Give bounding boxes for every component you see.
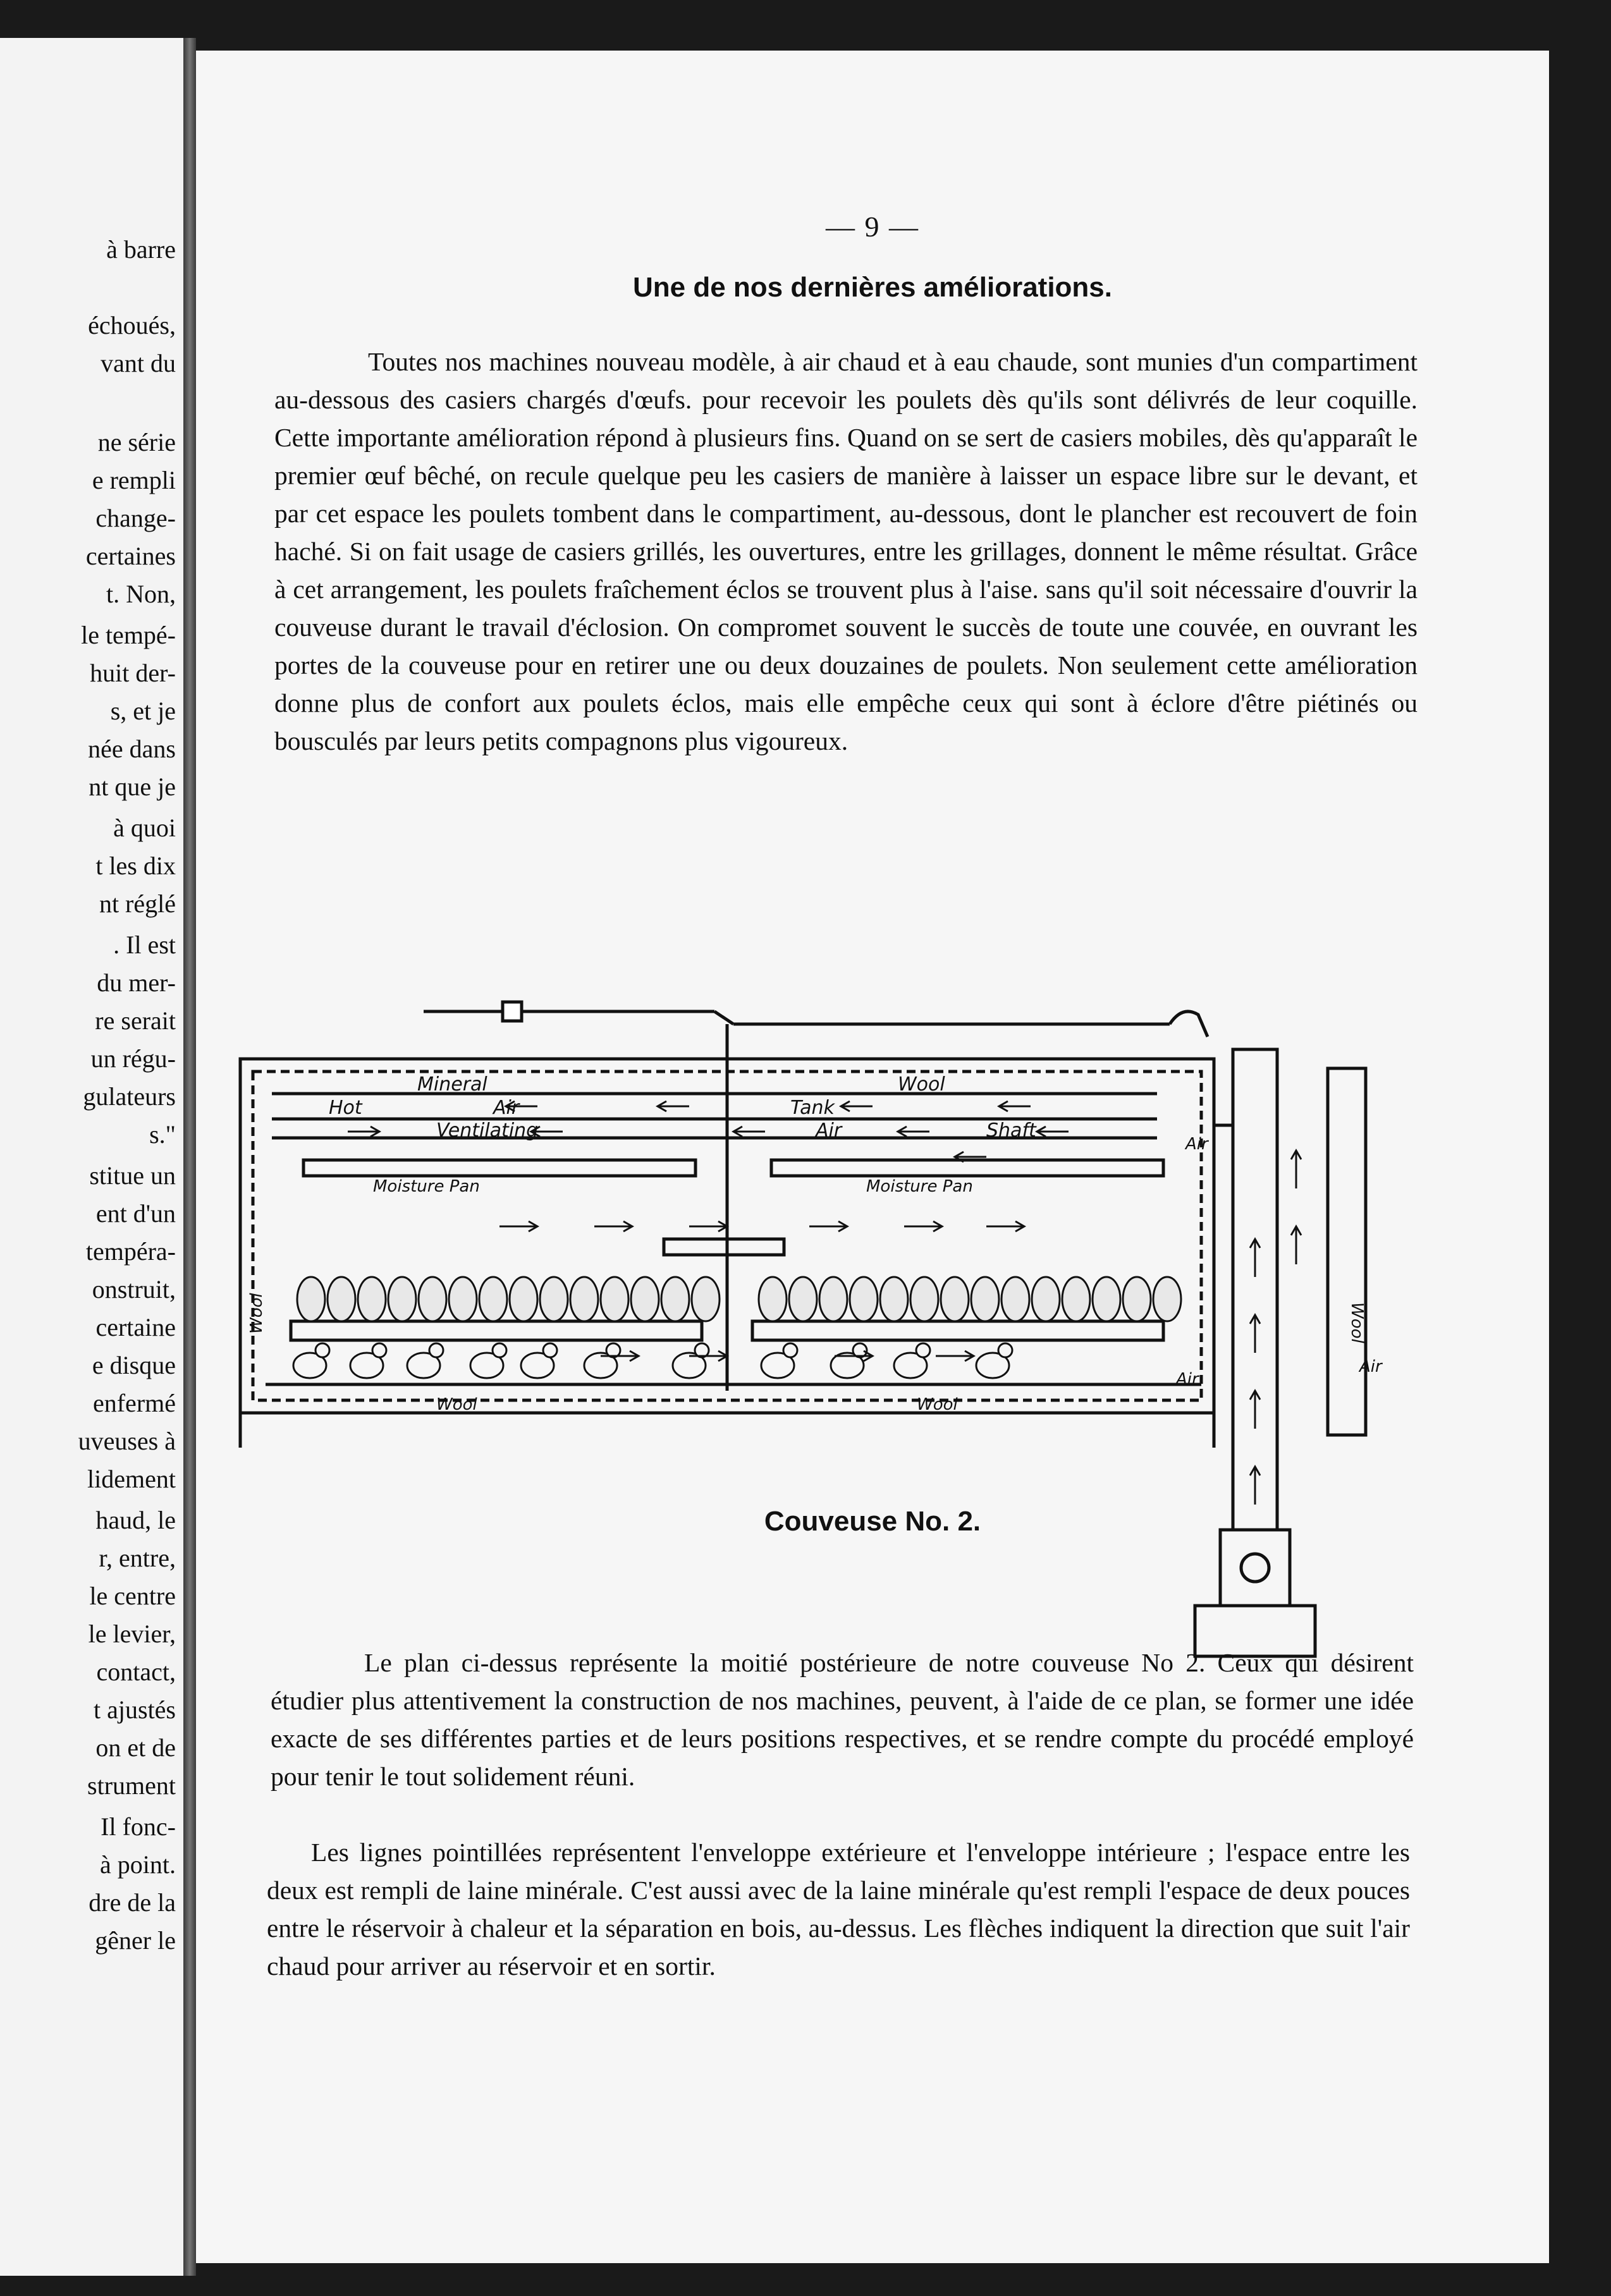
egg	[419, 1277, 446, 1321]
label-moisture-pan-left: Moisture Pan	[373, 1177, 480, 1196]
egg	[328, 1277, 355, 1321]
air-arrow	[999, 1101, 1031, 1111]
air-arrow	[1291, 1226, 1301, 1264]
facing-page-line: ne série	[97, 428, 176, 456]
air-arrow	[689, 1221, 727, 1231]
facing-page-line: un régu-	[90, 1044, 176, 1073]
facing-page-line: uveuses à	[78, 1427, 176, 1455]
egg	[1153, 1277, 1181, 1321]
regulator-box	[503, 1002, 522, 1021]
egg	[692, 1277, 720, 1321]
chick	[543, 1343, 557, 1357]
egg	[540, 1277, 568, 1321]
facing-page-line: ent d'un	[95, 1199, 176, 1228]
facing-page-line: tempéra-	[85, 1237, 176, 1266]
facing-page-line: gulateurs	[83, 1082, 176, 1111]
page-number: — 9 —	[826, 211, 919, 243]
chick	[315, 1343, 329, 1357]
facing-page-line: onstruit,	[92, 1275, 176, 1304]
egg	[510, 1277, 537, 1321]
air-arrow	[1250, 1391, 1260, 1429]
label-wool-bottom-right: Wool	[917, 1395, 958, 1414]
chick	[372, 1343, 386, 1357]
facing-page-line: du mer-	[97, 968, 176, 997]
facing-page-line: t les dix	[95, 852, 176, 880]
egg	[661, 1277, 689, 1321]
facing-page-line: . Il est	[113, 931, 176, 959]
egg	[570, 1277, 598, 1321]
facing-page-line: e rempli	[92, 466, 176, 494]
facing-page-line: certaine	[95, 1313, 176, 1341]
egg	[449, 1277, 477, 1321]
facing-page-line: stitue un	[89, 1161, 176, 1190]
label-wool-left-side: Wool	[247, 1293, 266, 1334]
facing-page-line: à point.	[100, 1850, 176, 1879]
egg	[1062, 1277, 1090, 1321]
egg	[789, 1277, 817, 1321]
section-heading: Une de nos dernières améliorations.	[632, 272, 1112, 303]
label-wool-bottom-left: Wool	[436, 1395, 477, 1414]
egg	[1123, 1277, 1151, 1321]
facing-page-line: t. Non,	[106, 580, 176, 608]
egg	[297, 1277, 325, 1321]
paragraph-plan: Le plan ci-dessus représente la moitié postérieure de notre couveuse No 2. Ceux qui désirent étudier plus attentivement la construction de nos machines, peuvent, à l'aide de ce plan, se former une idée exacte de ses différentes parties et de leurs positions respectives, et se rendre compte du procédé employé pour tenir le tout solidement réuni.	[271, 1648, 1414, 1791]
egg	[819, 1277, 847, 1321]
air-arrow	[841, 1101, 873, 1111]
chick	[493, 1343, 506, 1357]
egg	[941, 1277, 969, 1321]
facing-page-line: nt que je	[89, 772, 176, 801]
facing-page-line: échoués,	[88, 311, 176, 339]
egg	[759, 1277, 787, 1321]
facing-page-line: s."	[149, 1120, 176, 1149]
facing-page-line: enfermé	[92, 1389, 176, 1417]
egg	[971, 1277, 999, 1321]
egg	[358, 1277, 386, 1321]
air-arrow	[1250, 1315, 1260, 1353]
label-air-bottom: Air	[1176, 1370, 1199, 1389]
air-arrow	[733, 1127, 765, 1137]
heater-shaft	[1233, 1049, 1277, 1530]
facing-page-line: contact,	[96, 1658, 176, 1686]
chick	[998, 1343, 1012, 1357]
air-arrow	[904, 1221, 942, 1231]
facing-page-line: certaines	[85, 542, 176, 570]
label-air-2: Air	[816, 1120, 842, 1142]
air-arrow	[1250, 1467, 1260, 1505]
label-hot: Hot	[329, 1097, 362, 1119]
air-arrow	[499, 1221, 537, 1231]
label-air-right: Air	[1185, 1135, 1208, 1154]
facing-page-line: le tempé-	[81, 621, 176, 649]
air-arrow	[986, 1221, 1024, 1231]
air-arrow	[1250, 1239, 1260, 1277]
egg	[1093, 1277, 1120, 1321]
facing-page-line: s, et je	[110, 697, 176, 725]
paragraph-lines: Les lignes pointillées représentent l'enveloppe extérieure et l'enveloppe intérieure ; l'espace entre les deux est rempli de laine minérale. C'est aussi avec de la laine minérale qu'est rempli l'espace de deux pouces entre le réservoir à chaleur et la séparation en bois, au-dessus. Les flèches indiquent la direction que suit l'air chaud pour arriver au réservoir et en sortir.	[267, 1838, 1410, 1981]
label-air-outer: Air	[1359, 1357, 1382, 1376]
facing-page-line: à quoi	[113, 814, 176, 842]
egg	[388, 1277, 416, 1321]
facing-page-line: re serait	[95, 1006, 176, 1035]
facing-page-line: r, entre,	[99, 1544, 176, 1572]
air-arrow	[658, 1101, 689, 1111]
egg	[880, 1277, 908, 1321]
air-arrow	[348, 1127, 379, 1137]
page-gutter	[183, 38, 196, 2276]
facing-page-line: à barre	[106, 235, 176, 264]
air-arrow	[1037, 1127, 1069, 1137]
chick	[429, 1343, 443, 1357]
air-arrow	[1291, 1151, 1301, 1188]
facing-page-line: le levier,	[88, 1620, 176, 1648]
label-moisture-pan-right: Moisture Pan	[866, 1177, 973, 1196]
label-wool-right-side: Wool	[1347, 1302, 1366, 1343]
facing-page-line: t ajustés	[94, 1695, 176, 1724]
figure-caption: Couveuse No. 2.	[764, 1506, 981, 1537]
facing-page-line: le centre	[89, 1582, 176, 1610]
facing-page-line: strument	[87, 1771, 176, 1800]
page	[196, 51, 1549, 2263]
air-arrow	[809, 1221, 847, 1231]
facing-page-line: gêner le	[95, 1926, 176, 1955]
facing-page-line: Il fonc-	[101, 1812, 176, 1841]
air-arrow	[936, 1351, 974, 1361]
egg	[1032, 1277, 1060, 1321]
egg	[601, 1277, 628, 1321]
label-shaft: Shaft	[986, 1120, 1036, 1142]
facing-page-line: lidement	[87, 1465, 176, 1493]
facing-page-line: haud, le	[95, 1506, 176, 1534]
paragraph-intro: Toutes nos machines nouveau modèle, à air chaud et à eau chaude, sont munies d'un compartiment au-dessous des casiers chargés d'œufs. pour recevoir les poulets dès qu'ils sont délivrés de leur coquille. Cette importante amélioration répond à plusieurs fins. Quand on se sert de casiers mobiles, dès qu'apparaît le premier œuf bêché, on recule quelque peu les casiers de manière à laisser un espace libre sur le devant, et par cet espace les poulets tombent dans le compartiment, au-dessous, dont le plancher est recouvert de foin haché. Si on fait usage de casiers grillés, les ouvertures, entre les grillages, donnent le même résultat. Grâce à cet arrangement, les poulets fraîchement éclos se trouvent plus à l'aise. sans qu'il soit nécessaire d'ouvrir la couveuse durant le travail d'éclosion. On compromet souvent le succès de toute une couvée, en ouvrant les portes de la couveuse pour en retirer une ou deux douzaines de poulets. Non seulement cette amélioration donne plus de confort aux poulets éclos, mais elle empêche ceux qui sont à éclore d'être piétinés ou bousculés par leurs petits compagnons plus vigoureux.	[274, 347, 1418, 755]
facing-page-line: vant du	[101, 349, 176, 377]
air-arrow	[594, 1221, 632, 1231]
facing-page-line: huit der-	[90, 659, 176, 687]
label-air-1: Air	[493, 1097, 520, 1119]
facing-page-line: dre de la	[89, 1888, 176, 1917]
label-tank: Tank	[790, 1097, 835, 1119]
facing-page-line: e disque	[92, 1351, 176, 1379]
egg	[850, 1277, 878, 1321]
facing-page-line: née dans	[88, 735, 176, 763]
egg	[479, 1277, 507, 1321]
label-ventilating: Ventilating	[436, 1120, 539, 1142]
chick	[783, 1343, 797, 1357]
facing-page-line: on et de	[95, 1733, 176, 1762]
egg	[631, 1277, 659, 1321]
incubator-diagram	[209, 948, 1536, 1694]
label-mineral: Mineral	[417, 1073, 487, 1096]
air-arrow	[898, 1127, 929, 1137]
egg	[1002, 1277, 1029, 1321]
chick	[916, 1343, 930, 1357]
facing-page-line: change-	[95, 504, 176, 532]
facing-page-line: nt réglé	[99, 889, 176, 918]
egg	[910, 1277, 938, 1321]
facing-page-fragment	[0, 38, 190, 2276]
label-wool-top: Wool	[898, 1073, 945, 1096]
